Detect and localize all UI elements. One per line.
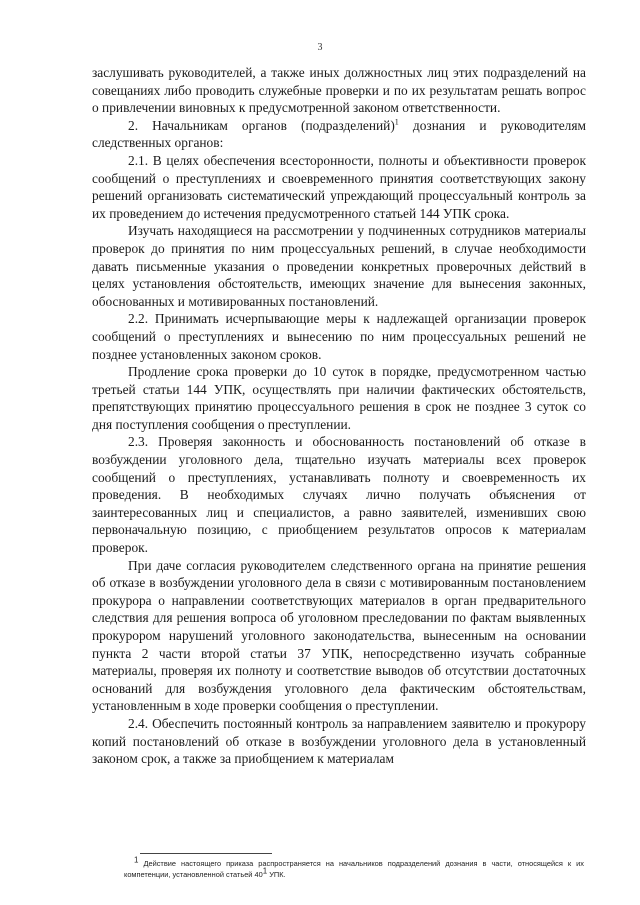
footnote-marker: 1	[134, 855, 139, 865]
paragraph-2-1: 2.1. В целях обеспечения всесторонности, полноты и объективности проверок сообщений о преступлениях и своевременного принятия соответствующих закону решений организовать систематический упреждающий процессуальный контроль за их проведением до истечения предусмотренного статьей 144 УПК срока.	[92, 152, 586, 221]
document-body	[92, 64, 586, 768]
footnote-ref: 1	[394, 117, 399, 127]
paragraph-2-lead: 2. Начальникам органов (подразделений)	[128, 117, 395, 133]
paragraph-1: заслушивать руководителей, а также иных должностных лиц этих подразделений на совещаниях либо проводить служебные проверки и по их результатам решать вопрос о привлечении виновных к предусмотренной законом ответственности.	[92, 65, 586, 116]
footnote-sup: 1	[262, 866, 268, 876]
footnote-separator	[140, 853, 272, 854]
paragraph-consent: При даче согласия руководителем следственного органа на принятие решения об отказе в возбуждении уголовного дела в связи с мотивированным постановлением прокурора о направлении соответствующих материалов в орган предварительного следствия для решения вопроса об уголовном преследовании по фактам выявленных прокурором нарушений уголовного законодательства, вынесенным на основании пункта 2 части второй статьи 37 УПК, непосредственно изучать собранные материалы, проверяя их полноту и соответствие выводов об отсутствии достаточных оснований для возбуждения уголовного дела фактическим обстоятельствам, установленным в ходе проверки сообщения о преступлении.	[92, 557, 586, 714]
paragraph-2-3: 2.3. Проверяя законность и обоснованность постановлений об отказе в возбуждении уголовного дела, тщательно изучать материалы всех проверок сообщений о преступлениях, устанавливать полноту и своевременность их проведения. В необходимых случаях лично получать объяснения от заинтересованных лиц и специалистов, а равно заявителей, изменивших свою первоначальную позицию, с приобщением результатов опросов к материалам проверок.	[92, 434, 586, 556]
paragraph-2	[92, 117, 586, 152]
paragraph-study: Изучать находящиеся на рассмотрении у подчиненных сотрудников материалы проверок до принятия по ним процессуальных решений, в случае необходимости давать письменные указания о проведении конкретных проверочных действий в целях установления обстоятельств, имеющих значение для вынесения законных, обоснованных и мотивированных постановлений.	[92, 223, 586, 309]
footnote-text-b: УПК.	[267, 870, 286, 879]
footnote	[124, 855, 584, 880]
paragraph-2-4: 2.4. Обеспечить постоянный контроль за направлением заявителю и прокурору копий постановлений об отказе в возбуждении уголовного дела в установленный законом срок, а также за приобщением к материалам	[92, 715, 586, 767]
footnote-text-a: Действие настоящего приказа распространяется на начальников подразделений дознания в части, относящейся к их компетенции, установленной статьей 40	[124, 859, 584, 879]
page-number: 3	[317, 42, 323, 53]
paragraph-extension: Продление срока проверки до 10 суток в порядке, предусмотренном частью третьей статьи 144 УПК, осуществлять при наличии фактических обстоятельств, препятствующих принятию процессуального решения в срок не позднее 3 суток со дня поступления сообщения о преступлении.	[92, 364, 586, 432]
paragraph-2-tail: дознания и руководителям следственных органов:	[92, 117, 586, 151]
paragraph-2-2: 2.2. Принимать исчерпывающие меры к надлежащей организации проверок сообщений о преступлениях и вынесению по ним процессуальных решений не позднее установленных законом сроков.	[92, 311, 586, 362]
